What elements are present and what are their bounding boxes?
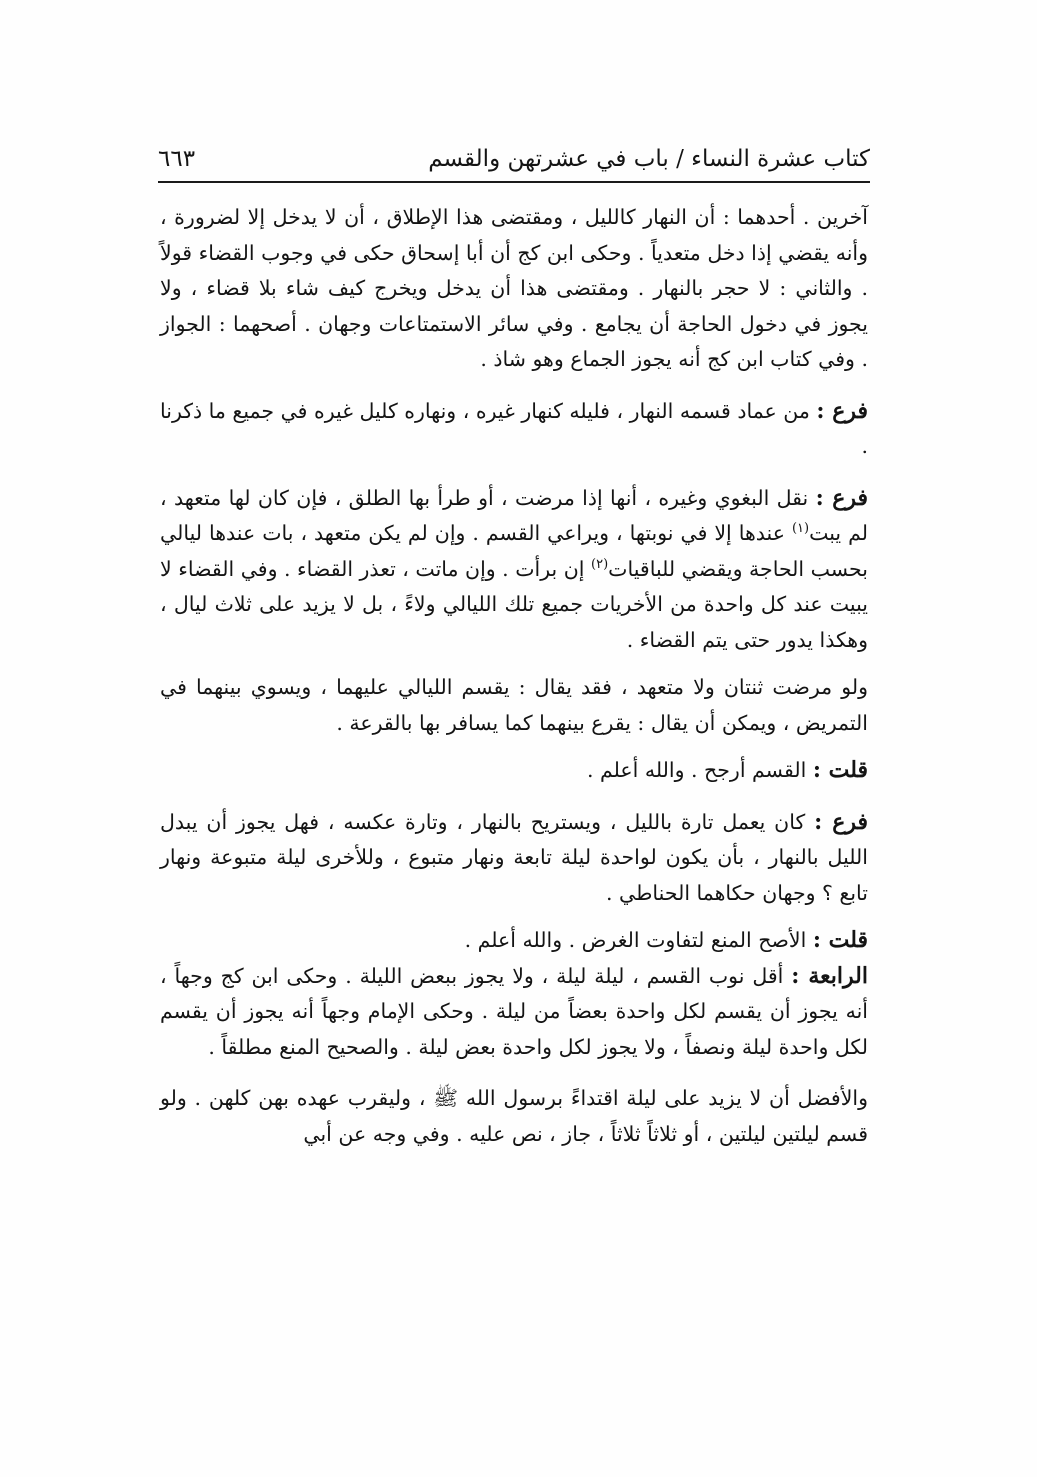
paragraph-3	[160, 481, 868, 659]
footnote-ref-2: (٢)	[591, 556, 609, 572]
paragraph-text: ولو مرضت ثنتان ولا متعهد ، فقد يقال : يقسم الليالي عليهما ، ويسوي بينهما في التمريض ، ويمكن أن يقال : يقرع بينهما كما يسافر بها بالقرعة .	[160, 675, 868, 735]
paragraph-text: الأصح المنع لتفاوت الغرض . والله أعلم .	[464, 928, 807, 952]
paragraph-text: القسم أرجح . والله أعلم .	[586, 758, 807, 782]
paragraph-6	[160, 805, 868, 912]
paragraph-2	[160, 394, 868, 465]
paragraph-text: كان يعمل تارة بالليل ، ويستريح بالنهار ، وتارة عكسه ، فهل يجوز أن يبدل الليل بالنهار ، بأن يكون لواحدة ليلة تابعة ونهار متبوع ، وللأخرى ليلة متبوعة ونهار تابع ؟ وجهان حكاهما الحناطي .	[160, 809, 868, 905]
section-term: فرع :	[815, 484, 869, 511]
page-number: ٦٦٣	[158, 146, 196, 172]
section-term: الرابعة :	[791, 962, 868, 989]
section-term: قلت :	[812, 757, 868, 783]
paragraph-text: عندها إلا في نوبتها ، ويراعي القسم . وإن لم يكن متعهد ، بات عندها ليالي بحسب الحاجة ويقضي للباقيات	[160, 521, 868, 581]
page-body	[160, 200, 868, 1152]
paragraph-text: نقل البغوي وغيره ، أنها إذا مرضت ، أو طرأ بها الطلق ، فإن كان لها متعهد ، لم يبت	[160, 485, 868, 545]
header-rule	[158, 181, 870, 183]
paragraph-text: والأفضل أن لا يزيد على ليلة اقتداءً برسول الله ﷺ ، وليقرب عهده بهن كلهن . ولو قسم ليلتين ليلتين ، أو ثلاثاً ثلاثاً ، جاز ، نص عليه . وفي وجه عن أبي	[160, 1086, 868, 1146]
paragraph-5	[160, 753, 868, 789]
paragraph-4	[160, 670, 868, 741]
paragraph-text: من عماد قسمه النهار ، فليله كنهار غيره ، ونهاره كليل غيره في جميع ما ذكرنا .	[160, 398, 868, 458]
section-term: فرع :	[816, 397, 868, 424]
paragraph-8	[160, 959, 868, 1066]
section-term: قلت :	[812, 927, 868, 953]
paragraph-1	[160, 200, 868, 378]
paragraph-text: إن برأت . وإن ماتت ، تعذر القضاء . وفي القضاء لا يبيت عند كل واحدة من الأخريات جميع تلك الليالي ولاءً ، بل لا يزيد على ثلاث ليال ، وهكذا يدور حتى يتم القضاء .	[160, 556, 868, 652]
paragraph-9	[160, 1081, 868, 1152]
footnote-ref-1: (١)	[791, 521, 810, 537]
paragraph-7	[160, 923, 868, 959]
section-term: فرع :	[814, 808, 868, 835]
header-title: كتاب عشرة النساء / باب في عشرتهن والقسم	[428, 146, 870, 172]
paragraph-text: آخرين . أحدهما : أن النهار كالليل ، ومقتضى هذا الإطلاق ، أن لا يدخل إلا لضرورة ، وأنه يقضي إذا دخل متعدياً . وحكى ابن كج أن أبا إسحاق حكى في وجوب القضاء قولاً . والثاني : لا حجر بالنهار . ومقتضى هذا أن يدخل ويخرج كيف شاء بلا قضاء ، ولا يجوز في دخول الحاجة أن يجامع . وفي سائر الاستمتاعات وجهان . أصحهما : الجواز . وفي كتاب ابن كج أنه يجوز الجماع وهو شاذ .	[160, 205, 868, 371]
running-header	[158, 140, 870, 184]
paragraph-text: أقل نوب القسم ، ليلة ليلة ، ولا يجوز ببعض الليلة . وحكى ابن كج وجهاً ، أنه يجوز أن يقسم لكل واحدة بعضاً من ليلة . وحكى الإمام وجهاً أنه يجوز أن يقسم لكل واحدة ليلة ونصفاً ، ولا يجوز لكل واحدة بعض ليلة . والصحيح المنع مطلقاً .	[160, 963, 868, 1059]
